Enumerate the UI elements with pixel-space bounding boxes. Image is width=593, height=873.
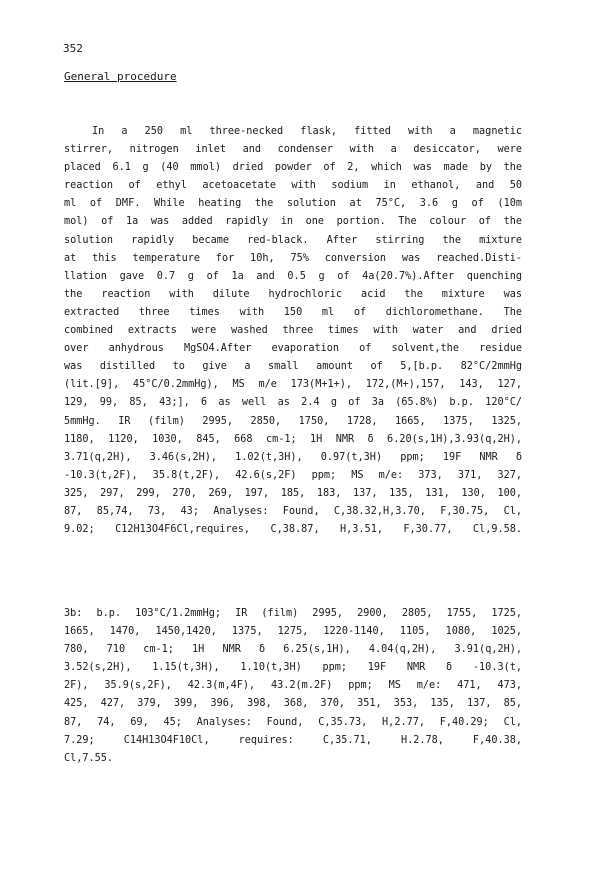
text-line: 2F), 35.9(s,2F), 42.3(m,4F), 43.2(m.2F) ppm; MS m/e: 471, 473, [64, 680, 522, 692]
page-number: 352 [63, 42, 83, 55]
text-line: stirrer, nitrogen inlet and condenser with a desiccator, were [64, 144, 522, 156]
text-line: 129, 99, 85, 43;], 6 as well as 2.4 g of 3a (65.8%) b.p. 120°C/ [64, 397, 522, 409]
text-line: solution rapidly became red-black. After stirring the mixture [64, 234, 522, 246]
text-line: 7.29; C14H13O4F10Cl, requires: C,35.71, H.2.78, F,40.38, [64, 734, 522, 746]
text-line: 87, 74, 69, 45; Analyses: Found, C,35.73, H,2.77, F,40.29; Cl, [64, 716, 522, 728]
section-heading: General procedure [64, 70, 177, 83]
text-line: extracted three times with 150 ml of dichloromethane. The [64, 306, 522, 318]
procedure-paragraph [64, 123, 522, 539]
text-line: In a 250 ml three-necked flask, fitted with a magnetic [92, 126, 522, 137]
text-line: llation gave 0.7 g of 1a and 0.5 g of 4a(20.7%).After quenching [64, 270, 522, 282]
text-line: (lit.[9], 45°C/0.2mmHg), MS m/e 173(M+1+), 172,(M+),157, 143, 127, [64, 379, 522, 391]
text-line: mol) of 1a was added rapidly in one portion. The colour of the [64, 216, 522, 228]
text-line: Cl,7.55. [64, 752, 114, 764]
text-line: combined extracts were washed three times with water and dried [64, 325, 522, 337]
text-line: over anhydrous MgSO4.After evaporation of solvent,the residue [64, 343, 522, 355]
compound-3b-paragraph [64, 605, 522, 768]
text-line: 425, 427, 379, 399, 396, 398, 368, 370, 351, 353, 135, 137, 85, [64, 698, 522, 710]
text-line: -10.3(t,2F), 35.8(t,2F), 42.6(s,2F) ppm; MS m/e: 373, 371, 327, [64, 469, 522, 481]
text-line: 325, 297, 299, 270, 269, 197, 185, 183, 137, 135, 131, 130, 100, [64, 487, 522, 499]
text-line: 1180, 1120, 1030, 845, 668 cm-1; 1H NMR δ 6.20(s,1H),3.93(q,2H), [64, 433, 522, 445]
text-line: was distilled to give a small amount of 5,[b.p. 82°C/2mmHg [64, 361, 522, 373]
text-line: 3b: b.p. 103°C/1.2mmHg; IR (film) 2995, 2900, 2805, 1755, 1725, [64, 608, 522, 619]
text-line: reaction of ethyl acetoacetate with sodium in ethanol, and 50 [64, 180, 522, 192]
text-line: 5mmHg. IR (film) 2995, 2850, 1750, 1728, 1665, 1375, 1325, [64, 415, 522, 427]
text-line: 9.02; C12H13O4F6Cl,requires, C,38.87, H,3.51, F,30.77, Cl,9.58. [64, 524, 522, 536]
text-line: ml of DMF. While heating the solution at 75°C, 3.6 g of (10m [64, 198, 522, 210]
text-line: 1665, 1470, 1450,1420, 1375, 1275, 1220-1140, 1105, 1080, 1025, [64, 626, 522, 638]
text-line: 780, 710 cm-1; 1H NMR δ 6.25(s,1H), 4.04(q,2H), 3.91(q,2H), [64, 644, 522, 656]
text-line: 87, 85,74, 73, 43; Analyses: Found, C,38.32,H,3.70, F,30.75, Cl, [64, 505, 522, 517]
text-line: 3.71(q,2H), 3.46(s,2H), 1.02(t,3H), 0.97(t,3H) ppm; 19F NMR δ [64, 451, 522, 463]
text-line: placed 6.1 g (40 mmol) dried powder of 2, which was made by the [64, 162, 522, 174]
text-line: at this temperature for 10h, 75% conversion was reached.Disti- [64, 252, 522, 264]
text-line: the reaction with dilute hydrochloric acid the mixture was [64, 288, 522, 300]
text-line: 3.52(s,2H), 1.15(t,3H), 1.10(t,3H) ppm; 19F NMR δ -10.3(t, [64, 662, 522, 674]
